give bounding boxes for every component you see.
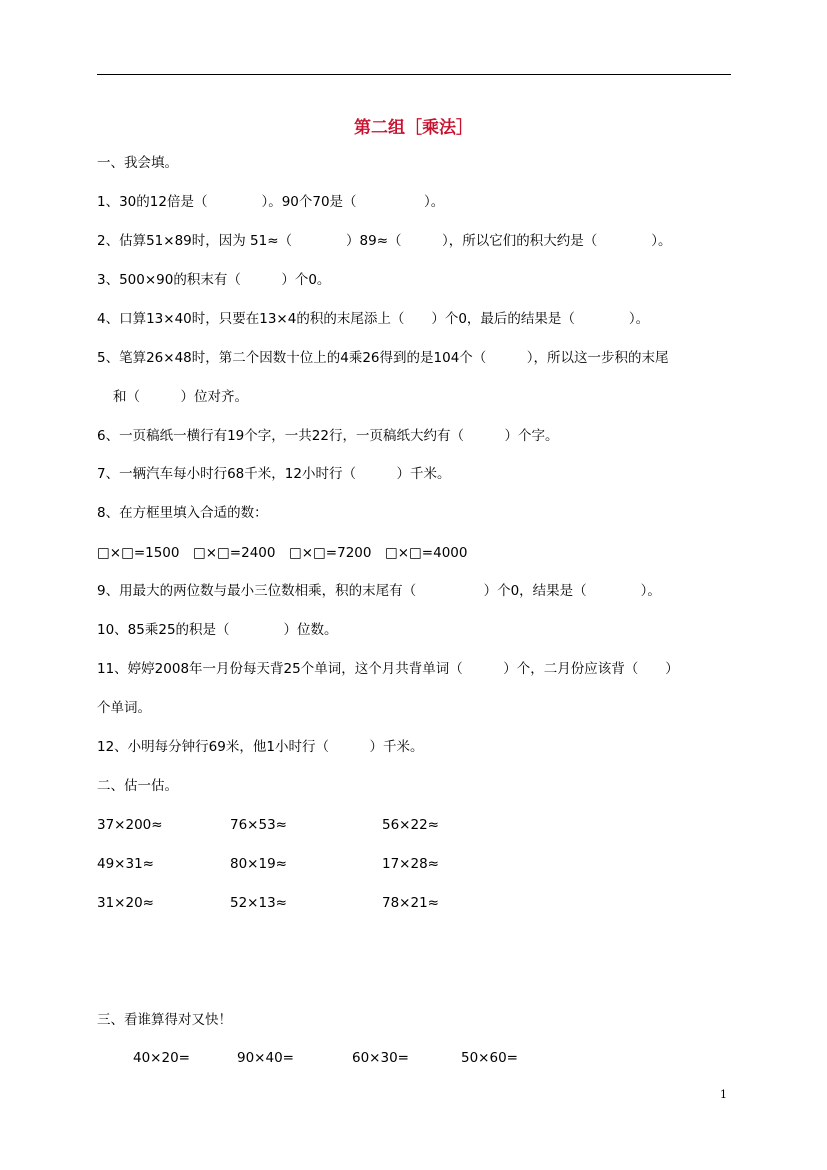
header-rule [97, 74, 731, 75]
calc-item: 50×60= [461, 1050, 518, 1066]
question-8-boxes: □×□=1500 □×□=2400 □×□=7200 □×□=4000 [97, 545, 468, 561]
question-5-line-1: 5、笔算26×48时，第二个因数十位上的4乘26得到的是104个（ ），所以这一步积的末尾 [97, 350, 669, 366]
question-11-line-1: 11、婷婷2008年一月份每天背25个单词，这个月共背单词（ ）个，二月份应该背（ ） [97, 661, 679, 677]
question-10: 10、85乘25的积是（ ）位数。 [97, 622, 338, 638]
calc-item: 40×20= [133, 1050, 190, 1066]
calc-item: 90×40= [237, 1050, 294, 1066]
question-6: 6、一页稿纸一横行有19个字，一共22行，一页稿纸大约有（ ）个字。 [97, 428, 559, 444]
question-12: 12、小明每分钟行69米，他1小时行（ ）千米。 [97, 739, 424, 755]
section-3-heading: 三、看谁算得对又快！ [97, 1012, 232, 1028]
section-1-heading: 一、我会填。 [97, 155, 178, 171]
page-number: 1 [720, 1088, 727, 1101]
estimate-item: 80×19≈ [230, 856, 287, 872]
question-3: 3、500×90的积末有（ ）个0。 [97, 272, 331, 288]
estimate-item: 31×20≈ [97, 895, 154, 911]
question-5-line-2: 和（ ）位对齐。 [113, 389, 248, 405]
question-1: 1、30的12倍是（ ）。90个70是（ ）。 [97, 194, 445, 210]
section-2-heading: 二、估一估。 [97, 778, 178, 794]
calc-item: 60×30= [352, 1050, 409, 1066]
question-8: 8、在方框里填入合适的数： [97, 505, 268, 521]
estimate-item: 49×31≈ [97, 856, 154, 872]
question-9: 9、用最大的两位数与最小三位数相乘，积的末尾有（ ）个0，结果是（ ）。 [97, 583, 661, 599]
estimate-item: 56×22≈ [382, 817, 439, 833]
question-11-line-2: 个单词。 [97, 700, 151, 716]
estimate-item: 17×28≈ [382, 856, 439, 872]
estimate-item: 37×200≈ [97, 817, 163, 833]
question-2: 2、估算51×89时，因为 51≈（ ）89≈（ ），所以它们的积大约是（ ）。 [97, 233, 672, 249]
estimate-item: 52×13≈ [230, 895, 287, 911]
estimate-item: 76×53≈ [230, 817, 287, 833]
estimate-item: 78×21≈ [382, 895, 439, 911]
question-7: 7、一辆汽车每小时行68千米，12小时行（ ）千米。 [97, 466, 451, 482]
page-title: 第二组［乘法］ [354, 118, 473, 138]
question-4: 4、口算13×40时，只要在13×4的积的末尾添上（ ）个0，最后的结果是（ ）。 [97, 311, 650, 327]
